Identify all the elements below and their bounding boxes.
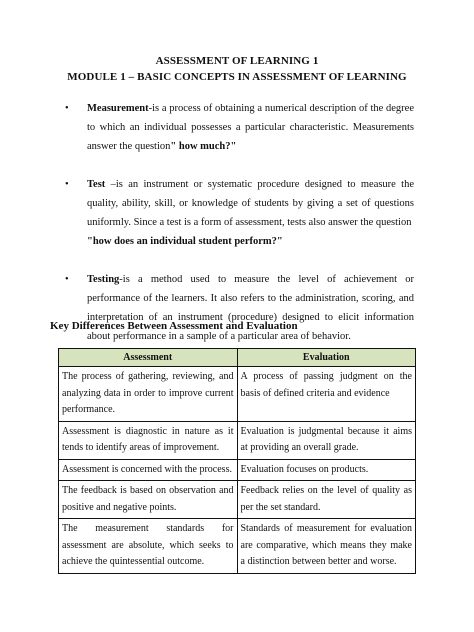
document-title: ASSESSMENT OF LEARNING 1 (155, 55, 319, 67)
header-evaluation: Evaluation (237, 349, 416, 367)
definition-text: –is an instrument or systematic procedure designed to measure the quality, ability, skill, or knowledge of students by giving a set of questions uniformly. Since a test is a form of assessment, tests also answer the question (87, 179, 414, 228)
table-cell: Assessment is diagnostic in nature as it tends to identify areas of improvement. (59, 421, 238, 459)
bullet-icon: • (65, 274, 69, 285)
table-cell: The process of gathering, reviewing, and analyzing data in order to improve current performance. (59, 367, 238, 422)
term-test: Test (87, 179, 106, 190)
header-assessment: Assessment (59, 349, 238, 367)
comparison-table (58, 348, 416, 574)
table-cell: The measurement standards for assessment are absolute, which seeks to achieve the quintessential outcome. (59, 519, 238, 574)
module-title: MODULE 1 – BASIC CONCEPTS IN ASSESSMENT OF LEARNING (67, 71, 407, 83)
table-cell: The feedback is based on observation and positive and negative points. (59, 481, 238, 519)
table-cell: Standards of measurement for evaluation are comparative, which means they make a distinction between better and worse. (237, 519, 416, 574)
list-item (62, 270, 414, 346)
key-question: " how much?" (170, 141, 237, 152)
table-header-row (59, 349, 416, 367)
table-row (59, 481, 416, 519)
list-item (62, 175, 414, 251)
bullet-icon: • (65, 179, 69, 190)
table-cell: Assessment is concerned with the process. (59, 459, 238, 481)
term-measurement: Measurement (87, 103, 149, 114)
table-cell: Feedback relies on the level of quality as per the set standard. (237, 481, 416, 519)
section-heading: Key Differences Between Assessment and Evaluation (50, 320, 298, 332)
definition-text: -is a method used to measure the level of achievement or performance of the learners. It also refers to the administration, scoring, and interpretation of an instrument (procedure) designed to elicit information about performance in a sample of a particular area of behavior. (87, 274, 414, 342)
table-row (59, 519, 416, 574)
bullet-icon: • (65, 103, 69, 114)
definition-text: -is a process of obtaining a numerical description of the degree to which an individual possesses a particular characteristic. Measurements answer the question (87, 103, 414, 152)
table-cell: Evaluation is judgmental because it aims at providing an overall grade. (237, 421, 416, 459)
table-row (59, 367, 416, 422)
table-row (59, 421, 416, 459)
table-cell: Evaluation focuses on products. (237, 459, 416, 481)
list-item (62, 99, 414, 156)
table-cell: A process of passing judgment on the basis of defined criteria and evidence (237, 367, 416, 422)
table-row (59, 459, 416, 481)
term-testing: Testing (87, 274, 120, 285)
key-question: "how does an individual student perform?" (87, 236, 283, 247)
